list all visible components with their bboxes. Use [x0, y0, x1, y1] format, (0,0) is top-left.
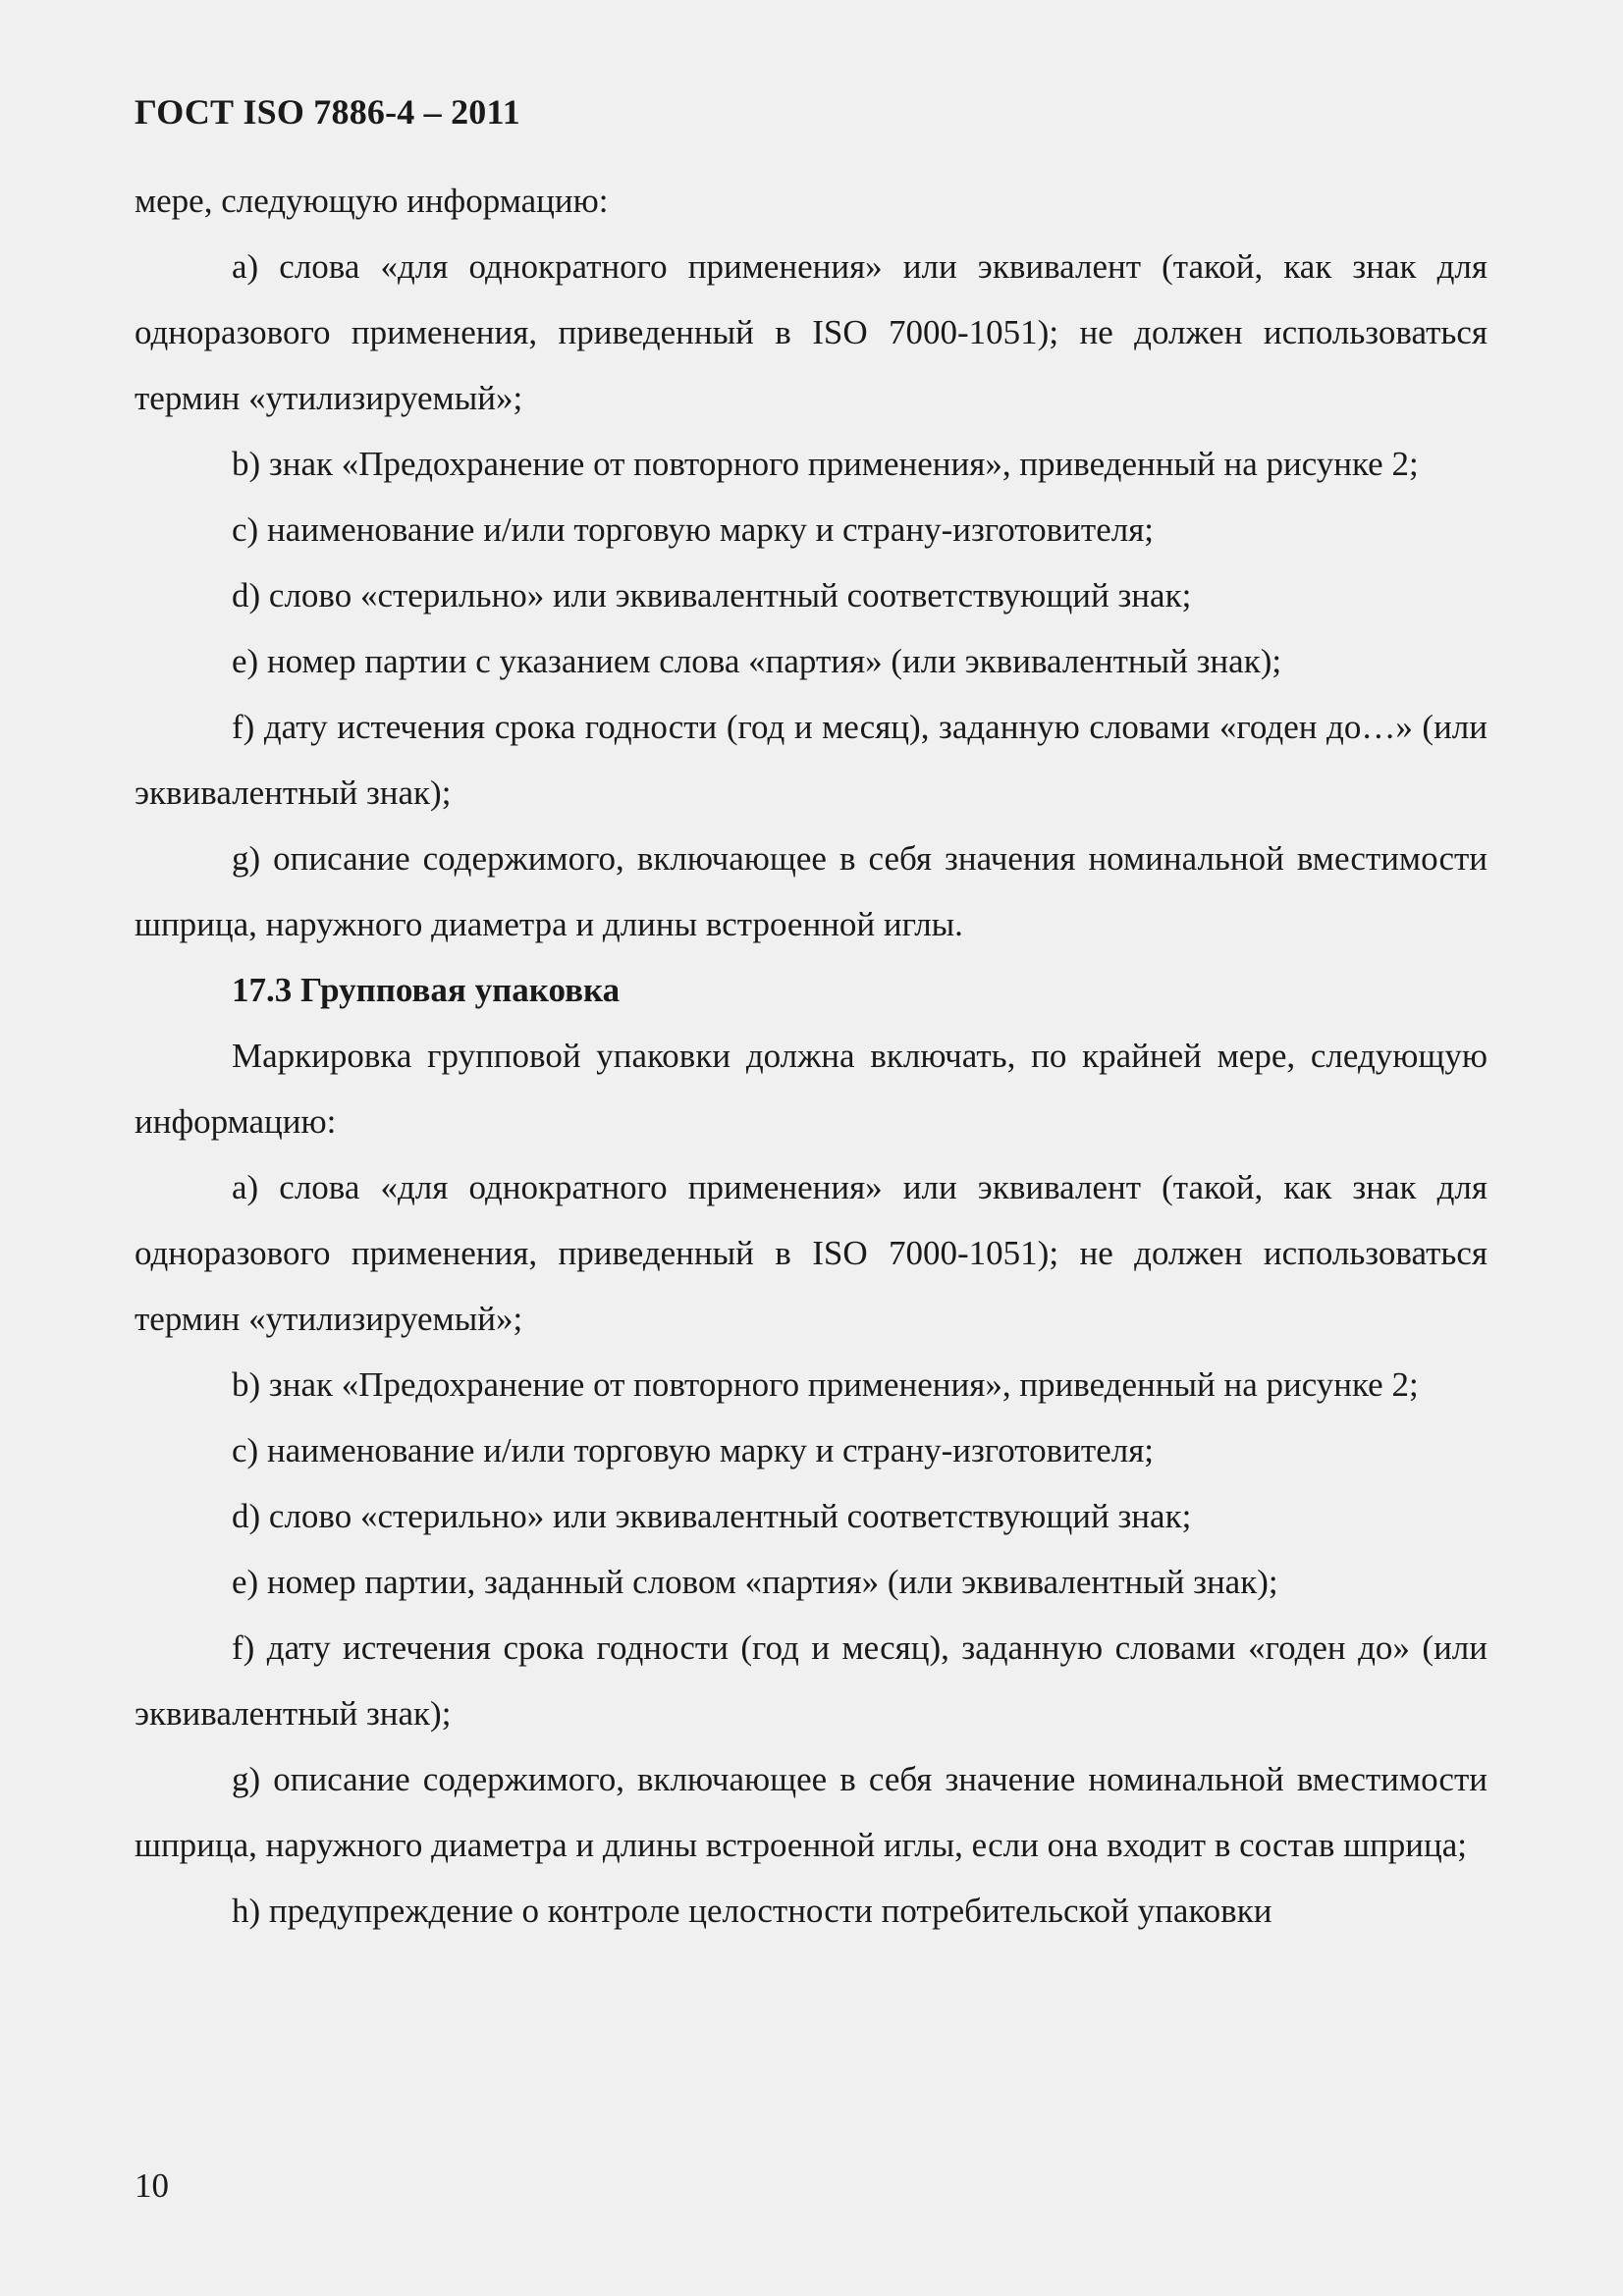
list-item-f: f) дату истечения срока годности (год и месяц), заданную словами «годен до» (или эквивалентный знак);	[135, 1629, 1488, 1733]
list-item-e: e) номер партии с указанием слова «партия» (или эквивалентный знак);	[232, 642, 1282, 680]
list-item-a: a) слова «для однократного применения» или эквивалент (такой, как знак для одноразового применения, приведенный в ISO 7000-1051); не должен использоваться термин «утилизируемый»;	[135, 1168, 1488, 1338]
list-item-a: a) слова «для однократного применения» или эквивалент (такой, как знак для одноразового применения, приведенный в ISO 7000-1051); не должен использоваться термин «утилизируемый»;	[135, 247, 1488, 417]
page-number: 10	[135, 2166, 169, 2205]
section-intro: Маркировка групповой упаковки должна включать, по крайней мере, следующую информацию:	[135, 1037, 1488, 1141]
document-body	[135, 168, 1488, 1944]
list-item-c: c) наименование и/или торговую марку и страну-изготовителя;	[232, 510, 1155, 549]
list-item-b: b) знак «Предохранение от повторного применения», приведенный на рисунке 2;	[232, 1365, 1419, 1404]
list-item-g: g) описание содержимого, включающее в себя значение номинальной вместимости шприца, наружного диаметра и длины встроенной иглы, если она входит в состав шприца;	[135, 1760, 1488, 1864]
list-item-g: g) описание содержимого, включающее в себя значения номинальной вместимости шприца, наружного диаметра и длины встроенной иглы.	[135, 839, 1488, 943]
list-item-d: d) слово «стерильно» или эквивалентный соответствующий знак;	[232, 1497, 1192, 1535]
list-item-f: f) дату истечения срока годности (год и месяц), заданную словами «годен до…» (или эквивалентный знак);	[135, 708, 1488, 812]
list-item-c: c) наименование и/или торговую марку и страну-изготовителя;	[232, 1431, 1155, 1469]
list-item-e: e) номер партии, заданный словом «партия» (или эквивалентный знак);	[232, 1563, 1278, 1601]
list-item-b: b) знак «Предохранение от повторного применения», приведенный на рисунке 2;	[232, 445, 1419, 483]
paragraph-continuation: мере, следующую информацию:	[135, 182, 609, 220]
section-heading: 17.3 Групповая упаковка	[232, 971, 621, 1009]
document-header: ГОСТ ISO 7886-4 – 2011	[135, 92, 520, 132]
list-item-h: h) предупреждение о контроле целостности потребительской упаковки	[232, 1892, 1272, 1930]
list-item-d: d) слово «стерильно» или эквивалентный соответствующий знак;	[232, 576, 1192, 614]
